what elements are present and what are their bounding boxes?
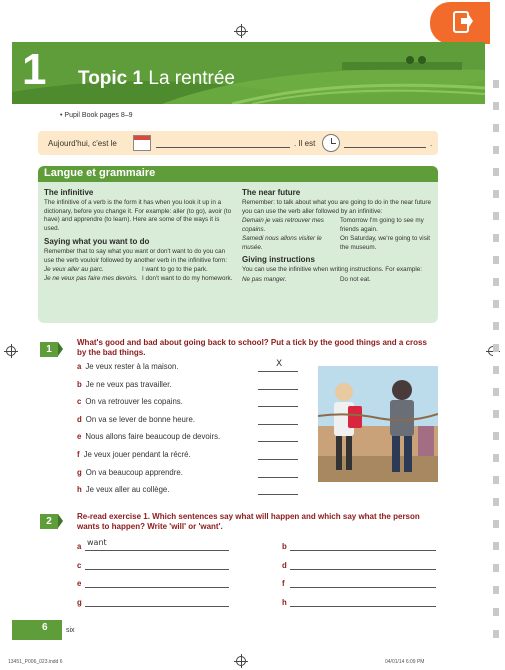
saying-want-text: Remember that to say what you want or don't want to do you can use the verb vouloir followed by another verb in the infinitive form: [44, 247, 228, 264]
open-book-button[interactable] [430, 2, 490, 44]
book-open-icon [452, 10, 474, 36]
example-row [242, 276, 434, 285]
registration-mark-icon [236, 26, 246, 36]
item-letter: c [77, 397, 82, 407]
item-letter: h [77, 485, 82, 495]
list-item [77, 450, 191, 459]
exercise-1-instruction: What's good and bad about going back to school? Put a tick by the good things and a cross by the bad things. [77, 338, 427, 357]
time-prefix: . Il est [294, 139, 316, 148]
example-row [242, 217, 434, 234]
item-text: Je veux rester à la maison. [85, 362, 179, 371]
answer-line[interactable] [258, 424, 298, 425]
item-letter: d [282, 560, 287, 570]
answer-line[interactable] [85, 606, 229, 607]
list-item [77, 415, 195, 424]
item-letter: h [282, 597, 287, 607]
time-answer-line[interactable] [344, 147, 426, 148]
item-letter: e [77, 432, 82, 442]
grammar-heading-bar [38, 166, 438, 182]
item-text: On va retrouver les copains. [85, 397, 183, 407]
infinitive-text: The infinitive of a verb is the form it has when you look it up in a dictionary, before you change it. For example: aller (to go), avoir (to have) and apprendre (to learn). Here are some of the ways it is used. [44, 199, 232, 233]
page-title [78, 68, 235, 90]
list-item [77, 397, 183, 406]
answer-line[interactable] [258, 494, 298, 495]
topic-name: La rentrée [148, 68, 236, 89]
example-french: Ne pas manger. [242, 275, 287, 283]
list-item [77, 485, 169, 494]
example-french: Je veux aller au parc. [44, 266, 104, 274]
example-english: I don't want to do my homework. [142, 274, 233, 282]
page-number-word: six [66, 627, 75, 634]
registration-mark-icon [6, 346, 16, 356]
page-number-tab [12, 620, 62, 640]
answer-line[interactable] [290, 569, 436, 570]
infinitive-title: The infinitive [44, 188, 94, 197]
answer-line[interactable] [85, 587, 229, 588]
answer-line[interactable] [258, 371, 298, 372]
list-item [77, 432, 220, 441]
page-number: 6 [42, 622, 48, 633]
grammar-right-column [242, 185, 434, 285]
example-english: Tomorrow I'm going to see my friends again. [340, 217, 424, 234]
handwritten-answer: want [87, 538, 107, 547]
answer-line[interactable] [85, 569, 229, 570]
example-row [44, 275, 236, 284]
topic-label: Topic 1 [78, 68, 144, 89]
example-english: On Saturday, we're going to visit the museum. [340, 234, 430, 251]
example-row [242, 235, 434, 252]
item-text: Nous allons faire beaucoup de devoirs. [85, 432, 221, 442]
exercise-2-instruction: Re-read exercise 1. Which sentences say what will happen and which say what the person wants to happen? Write 'will' or 'want'. [77, 512, 420, 531]
color-bar-strip [493, 80, 499, 640]
answer-line[interactable] [258, 406, 298, 407]
handwritten-answer: X [276, 359, 283, 369]
answer-line[interactable] [258, 459, 298, 460]
date-prefix: Aujourd'hui, c'est le [48, 139, 117, 148]
example-french: Demain je vais retrouver mes copains. [242, 217, 324, 234]
example-french: Je ne veux pas faire mes devoirs. [44, 274, 138, 282]
answer-line[interactable] [258, 477, 298, 478]
grammar-left-column [44, 185, 236, 284]
item-text: Je veux jouer pendant la récré. [83, 450, 191, 459]
exercise-1-badge: 1 [40, 342, 58, 357]
item-text: On va se lever de bonne heure. [85, 414, 195, 424]
item-letter: e [77, 579, 82, 588]
topic-number: 1 [22, 45, 47, 94]
item-letter: b [282, 542, 287, 551]
date-answer-line[interactable] [156, 147, 290, 148]
timestamp-footer: 04/01/14 6:09 PM [385, 659, 425, 665]
list-item [77, 468, 183, 477]
example-row [44, 266, 236, 275]
item-letter: b [77, 379, 82, 389]
grammar-heading: Langue et grammaire [44, 167, 156, 179]
answer-line[interactable] [85, 550, 229, 551]
near-future-title: The near future [242, 188, 301, 197]
calendar-icon [133, 135, 151, 151]
item-text: Je veux aller au collège. [85, 485, 170, 495]
file-footer: 13451_P006_023.indd 6 [8, 659, 63, 665]
list-item [77, 380, 172, 389]
students-illustration-art [318, 366, 438, 482]
saying-want-title: Saying what you want to do [44, 236, 150, 246]
example-french: Samedi nous allons visiter le musée. [242, 234, 322, 251]
clock-icon [322, 134, 340, 152]
exercise-2-badge: 2 [40, 514, 58, 529]
list-item [77, 362, 179, 371]
item-letter: d [77, 414, 82, 424]
item-letter: a [77, 362, 82, 371]
near-future-text: Remember: to talk about what you are going to do in the near future you can use the verb aller followed by an infinitive: [242, 199, 432, 215]
answer-line[interactable] [290, 587, 436, 588]
item-text: On va beaucoup apprendre. [85, 467, 183, 477]
item-letter: g [77, 597, 82, 607]
answer-line[interactable] [258, 441, 298, 442]
students-illustration [318, 366, 438, 482]
item-text: Je ne veux pas travailler. [85, 379, 172, 389]
item-letter: f [77, 450, 80, 459]
item-letter: c [77, 560, 82, 570]
instructions-title: Giving instructions [242, 255, 315, 265]
instructions-text: You can use the infinitive when writing instructions. For example: [242, 266, 423, 274]
date-bar [38, 131, 438, 155]
answer-line[interactable] [290, 550, 436, 551]
date-suffix: . [430, 139, 433, 148]
example-english: Do not eat. [340, 275, 371, 283]
answer-line[interactable] [258, 389, 298, 390]
item-letter: f [282, 579, 285, 588]
example-english: I want to go to the park. [142, 266, 208, 274]
item-letter: a [77, 542, 82, 551]
item-letter: g [77, 467, 82, 477]
answer-line[interactable] [290, 606, 436, 607]
registration-mark-icon [236, 656, 246, 666]
pupil-book-reference: • Pupil Book pages 8–9 [60, 112, 133, 119]
